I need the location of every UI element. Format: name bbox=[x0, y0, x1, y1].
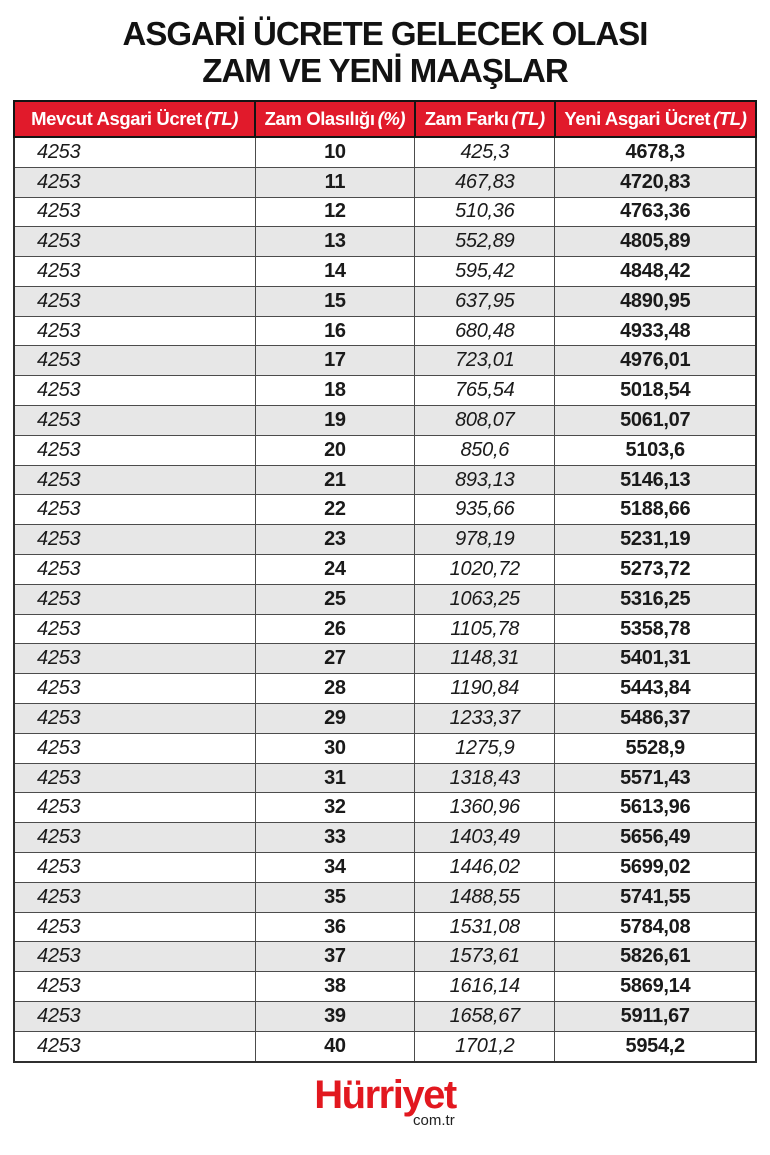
unit-label: (TL) bbox=[204, 107, 239, 129]
cell-new-wage: 4720,83 bbox=[555, 167, 756, 197]
cell-new-wage: 5528,9 bbox=[555, 733, 756, 763]
cell-current-wage: 4253 bbox=[14, 733, 255, 763]
cell-raise-percent: 12 bbox=[255, 197, 415, 227]
cell-raise-diff: 1446,02 bbox=[415, 853, 555, 883]
cell-raise-percent: 24 bbox=[255, 555, 415, 585]
cell-raise-percent: 26 bbox=[255, 614, 415, 644]
cell-new-wage: 5656,49 bbox=[555, 823, 756, 853]
cell-new-wage: 4848,42 bbox=[555, 257, 756, 287]
cell-raise-diff: 1701,2 bbox=[415, 1031, 555, 1061]
table-row bbox=[14, 227, 756, 257]
table-row bbox=[14, 644, 756, 674]
cell-raise-percent: 23 bbox=[255, 525, 415, 555]
cell-raise-diff: 1233,37 bbox=[415, 704, 555, 734]
cell-current-wage: 4253 bbox=[14, 793, 255, 823]
cell-raise-diff: 510,36 bbox=[415, 197, 555, 227]
cell-current-wage: 4253 bbox=[14, 912, 255, 942]
cell-raise-diff: 808,07 bbox=[415, 406, 555, 436]
cell-current-wage: 4253 bbox=[14, 406, 255, 436]
cell-current-wage: 4253 bbox=[14, 376, 255, 406]
cell-current-wage: 4253 bbox=[14, 435, 255, 465]
cell-new-wage: 5954,2 bbox=[555, 1031, 756, 1061]
table-row bbox=[14, 853, 756, 883]
table-row bbox=[14, 286, 756, 316]
cell-new-wage: 4805,89 bbox=[555, 227, 756, 257]
cell-raise-percent: 11 bbox=[255, 167, 415, 197]
cell-new-wage: 5316,25 bbox=[555, 584, 756, 614]
table-row bbox=[14, 763, 756, 793]
table-row bbox=[14, 316, 756, 346]
cell-new-wage: 5018,54 bbox=[555, 376, 756, 406]
table-row bbox=[14, 674, 756, 704]
cell-raise-diff: 1360,96 bbox=[415, 793, 555, 823]
cell-new-wage: 5061,07 bbox=[555, 406, 756, 436]
table-row bbox=[14, 972, 756, 1002]
hurriyet-logo-domain: com.tr bbox=[413, 1111, 455, 1129]
cell-current-wage: 4253 bbox=[14, 674, 255, 704]
cell-current-wage: 4253 bbox=[14, 197, 255, 227]
column-header-label: Yeni Asgari Ücret bbox=[564, 107, 711, 129]
cell-current-wage: 4253 bbox=[14, 704, 255, 734]
cell-raise-diff: 1403,49 bbox=[415, 823, 555, 853]
column-header-raise-diff bbox=[415, 101, 555, 137]
cell-current-wage: 4253 bbox=[14, 614, 255, 644]
cell-raise-diff: 765,54 bbox=[415, 376, 555, 406]
cell-raise-percent: 32 bbox=[255, 793, 415, 823]
cell-current-wage: 4253 bbox=[14, 525, 255, 555]
cell-raise-percent: 36 bbox=[255, 912, 415, 942]
cell-raise-diff: 680,48 bbox=[415, 316, 555, 346]
table-row bbox=[14, 137, 756, 167]
cell-current-wage: 4253 bbox=[14, 942, 255, 972]
cell-current-wage: 4253 bbox=[14, 465, 255, 495]
table-body bbox=[14, 137, 756, 1062]
cell-new-wage: 5826,61 bbox=[555, 942, 756, 972]
cell-raise-diff: 1063,25 bbox=[415, 584, 555, 614]
cell-current-wage: 4253 bbox=[14, 1031, 255, 1061]
cell-raise-diff: 1573,61 bbox=[415, 942, 555, 972]
cell-new-wage: 4763,36 bbox=[555, 197, 756, 227]
cell-current-wage: 4253 bbox=[14, 1002, 255, 1032]
cell-raise-percent: 31 bbox=[255, 763, 415, 793]
cell-new-wage: 5273,72 bbox=[555, 555, 756, 585]
cell-raise-diff: 850,6 bbox=[415, 435, 555, 465]
column-header-label: Mevcut Asgari Ücret bbox=[31, 107, 202, 129]
cell-new-wage: 5146,13 bbox=[555, 465, 756, 495]
cell-raise-percent: 40 bbox=[255, 1031, 415, 1061]
unit-label: (%) bbox=[377, 107, 406, 129]
cell-raise-diff: 1190,84 bbox=[415, 674, 555, 704]
wage-table-container bbox=[13, 100, 757, 1063]
unit-label: (TL) bbox=[511, 107, 545, 129]
cell-raise-percent: 21 bbox=[255, 465, 415, 495]
table-row bbox=[14, 942, 756, 972]
cell-raise-percent: 19 bbox=[255, 406, 415, 436]
cell-current-wage: 4253 bbox=[14, 584, 255, 614]
page-title-line2: ZAM VE YENİ MAAŞLAR bbox=[202, 51, 568, 89]
cell-new-wage: 4933,48 bbox=[555, 316, 756, 346]
cell-new-wage: 5401,31 bbox=[555, 644, 756, 674]
cell-current-wage: 4253 bbox=[14, 167, 255, 197]
hurriyet-logo bbox=[314, 1072, 456, 1130]
cell-new-wage: 5188,66 bbox=[555, 495, 756, 525]
cell-new-wage: 4976,01 bbox=[555, 346, 756, 376]
cell-new-wage: 5358,78 bbox=[555, 614, 756, 644]
cell-raise-percent: 38 bbox=[255, 972, 415, 1002]
cell-current-wage: 4253 bbox=[14, 227, 255, 257]
cell-raise-diff: 1531,08 bbox=[415, 912, 555, 942]
table-row bbox=[14, 197, 756, 227]
table-row bbox=[14, 435, 756, 465]
cell-new-wage: 5869,14 bbox=[555, 972, 756, 1002]
cell-raise-diff: 425,3 bbox=[415, 137, 555, 167]
table-row bbox=[14, 1002, 756, 1032]
cell-raise-diff: 467,83 bbox=[415, 167, 555, 197]
cell-raise-percent: 20 bbox=[255, 435, 415, 465]
cell-new-wage: 4890,95 bbox=[555, 286, 756, 316]
table-header-row bbox=[14, 101, 756, 137]
cell-raise-percent: 33 bbox=[255, 823, 415, 853]
cell-raise-diff: 595,42 bbox=[415, 257, 555, 287]
cell-current-wage: 4253 bbox=[14, 823, 255, 853]
cell-current-wage: 4253 bbox=[14, 137, 255, 167]
cell-current-wage: 4253 bbox=[14, 316, 255, 346]
cell-current-wage: 4253 bbox=[14, 972, 255, 1002]
table-row bbox=[14, 465, 756, 495]
cell-current-wage: 4253 bbox=[14, 495, 255, 525]
table-row bbox=[14, 167, 756, 197]
cell-raise-diff: 723,01 bbox=[415, 346, 555, 376]
cell-raise-percent: 29 bbox=[255, 704, 415, 734]
cell-raise-diff: 1275,9 bbox=[415, 733, 555, 763]
cell-raise-diff: 1148,31 bbox=[415, 644, 555, 674]
cell-raise-percent: 16 bbox=[255, 316, 415, 346]
column-header-label: Zam Farkı bbox=[424, 107, 509, 129]
cell-raise-diff: 637,95 bbox=[415, 286, 555, 316]
table-row bbox=[14, 346, 756, 376]
cell-new-wage: 4678,3 bbox=[555, 137, 756, 167]
wage-table bbox=[13, 100, 757, 1063]
cell-raise-percent: 13 bbox=[255, 227, 415, 257]
cell-new-wage: 5103,6 bbox=[555, 435, 756, 465]
cell-raise-diff: 935,66 bbox=[415, 495, 555, 525]
table-row bbox=[14, 793, 756, 823]
column-header-new-wage bbox=[555, 101, 756, 137]
cell-new-wage: 5486,37 bbox=[555, 704, 756, 734]
cell-new-wage: 5741,55 bbox=[555, 882, 756, 912]
cell-new-wage: 5231,19 bbox=[555, 525, 756, 555]
cell-raise-percent: 28 bbox=[255, 674, 415, 704]
table-row bbox=[14, 704, 756, 734]
cell-raise-percent: 39 bbox=[255, 1002, 415, 1032]
cell-current-wage: 4253 bbox=[14, 286, 255, 316]
cell-current-wage: 4253 bbox=[14, 882, 255, 912]
cell-raise-percent: 30 bbox=[255, 733, 415, 763]
table-row bbox=[14, 614, 756, 644]
cell-raise-percent: 34 bbox=[255, 853, 415, 883]
cell-raise-percent: 27 bbox=[255, 644, 415, 674]
table-row bbox=[14, 912, 756, 942]
cell-raise-percent: 25 bbox=[255, 584, 415, 614]
table-row bbox=[14, 525, 756, 555]
page-title bbox=[0, 16, 770, 90]
unit-label: (TL) bbox=[713, 107, 747, 129]
table-row bbox=[14, 1031, 756, 1061]
cell-new-wage: 5571,43 bbox=[555, 763, 756, 793]
table-row bbox=[14, 257, 756, 287]
cell-raise-diff: 1318,43 bbox=[415, 763, 555, 793]
cell-raise-percent: 35 bbox=[255, 882, 415, 912]
cell-raise-diff: 893,13 bbox=[415, 465, 555, 495]
column-header-label: Zam Olasılığı bbox=[264, 107, 375, 129]
cell-raise-diff: 978,19 bbox=[415, 525, 555, 555]
cell-current-wage: 4253 bbox=[14, 555, 255, 585]
cell-raise-diff: 1020,72 bbox=[415, 555, 555, 585]
cell-current-wage: 4253 bbox=[14, 853, 255, 883]
column-header-current-wage bbox=[14, 101, 255, 137]
footer bbox=[0, 1072, 770, 1130]
cell-raise-percent: 17 bbox=[255, 346, 415, 376]
column-header-raise-percent bbox=[255, 101, 415, 137]
cell-new-wage: 5443,84 bbox=[555, 674, 756, 704]
cell-raise-percent: 10 bbox=[255, 137, 415, 167]
cell-raise-diff: 1105,78 bbox=[415, 614, 555, 644]
table-row bbox=[14, 495, 756, 525]
hurriyet-logo-text: Hürriyet bbox=[314, 1072, 456, 1117]
cell-raise-percent: 37 bbox=[255, 942, 415, 972]
table-row bbox=[14, 882, 756, 912]
cell-new-wage: 5784,08 bbox=[555, 912, 756, 942]
table-row bbox=[14, 823, 756, 853]
table-row bbox=[14, 733, 756, 763]
cell-raise-percent: 22 bbox=[255, 495, 415, 525]
page-title-line1: ASGARİ ÜCRETE GELECEK OLASI bbox=[122, 15, 648, 52]
cell-raise-diff: 1616,14 bbox=[415, 972, 555, 1002]
table-row bbox=[14, 584, 756, 614]
cell-new-wage: 5699,02 bbox=[555, 853, 756, 883]
cell-current-wage: 4253 bbox=[14, 257, 255, 287]
cell-current-wage: 4253 bbox=[14, 763, 255, 793]
cell-raise-percent: 18 bbox=[255, 376, 415, 406]
cell-new-wage: 5911,67 bbox=[555, 1002, 756, 1032]
cell-new-wage: 5613,96 bbox=[555, 793, 756, 823]
cell-current-wage: 4253 bbox=[14, 644, 255, 674]
cell-raise-percent: 15 bbox=[255, 286, 415, 316]
table-row bbox=[14, 406, 756, 436]
table-row bbox=[14, 376, 756, 406]
cell-raise-percent: 14 bbox=[255, 257, 415, 287]
table-row bbox=[14, 555, 756, 585]
cell-raise-diff: 1488,55 bbox=[415, 882, 555, 912]
cell-raise-diff: 552,89 bbox=[415, 227, 555, 257]
cell-raise-diff: 1658,67 bbox=[415, 1002, 555, 1032]
cell-current-wage: 4253 bbox=[14, 346, 255, 376]
